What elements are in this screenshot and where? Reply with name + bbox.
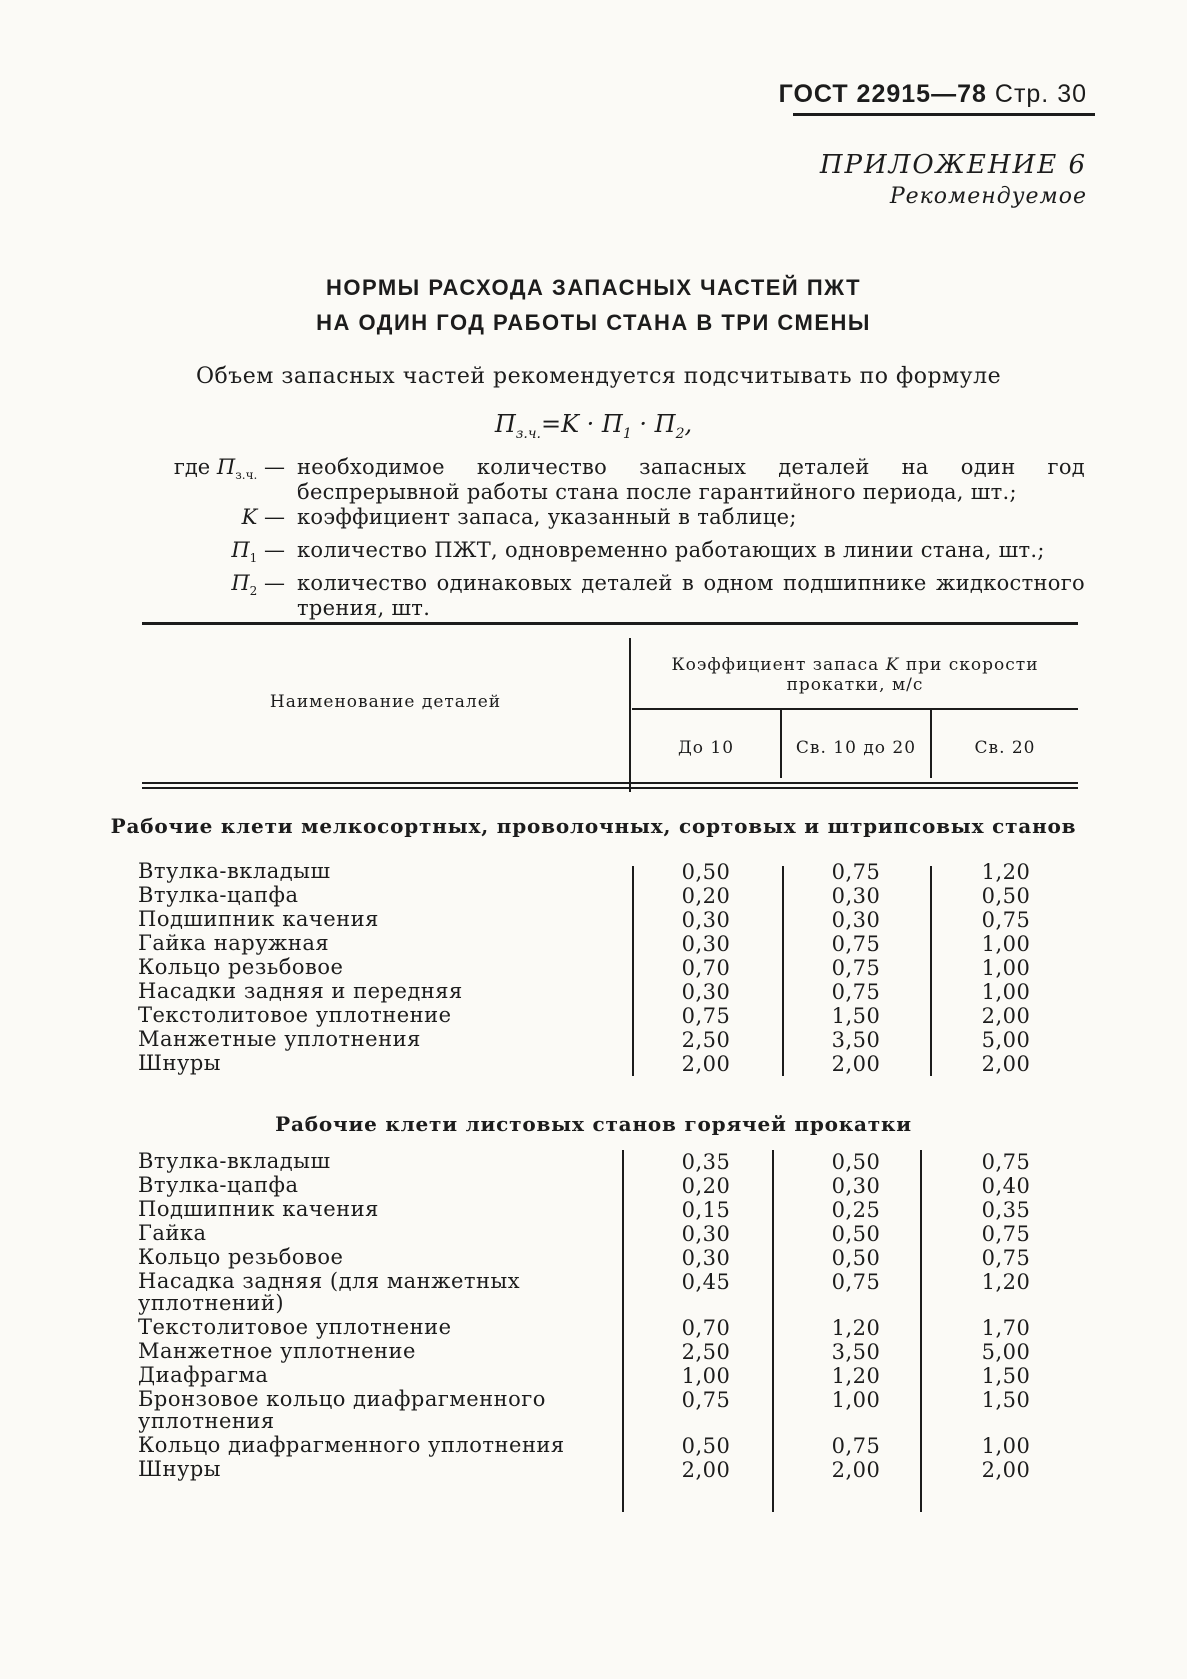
coef-up-to-10: 0,30 [681,908,731,932]
coef-over-20: 2,00 [981,1004,1031,1028]
part-name: Гайка [138,1221,207,1245]
title-line-1: НОРМЫ РАСХОДА ЗАПАСНЫХ ЧАСТЕЙ ПЖТ [325,275,862,300]
part-name: Кольцо диафрагменного уплотнения [138,1433,565,1457]
coef-up-to-10: 0,30 [681,932,731,956]
definition-item [140,505,1085,538]
part-name: Текстолитовое уплотнение [138,1315,452,1339]
coef-up-to-10: 0,20 [681,884,731,908]
column-header-over-20: Св. 20 [974,738,1036,758]
table-row [138,1458,1078,1482]
definition-item [140,455,1085,505]
coef-up-to-10: 0,35 [681,1150,731,1174]
coef-over-20: 1,20 [981,860,1031,884]
coef-over-20: 2,00 [981,1458,1031,1482]
appendix-label [820,150,1087,209]
part-name: Насадки задняя и передняя [138,979,463,1003]
coef-over-20: 5,00 [981,1340,1031,1364]
coef-10-to-20: 3,50 [831,1340,881,1364]
table-row [138,1028,1078,1052]
coef-over-20: 2,00 [981,1052,1031,1076]
coef-10-to-20: 0,75 [831,860,881,884]
part-name: Подшипник качения [138,1197,379,1221]
column-divider-5 [772,1150,774,1512]
coef-up-to-10: 2,50 [681,1340,731,1364]
coef-10-to-20: 0,30 [831,884,881,908]
coef-over-20: 1,00 [981,980,1031,1004]
table-row [138,1316,1078,1340]
table-row [138,1270,1078,1316]
table-row [138,1150,1078,1174]
part-name: Втулка-вкладыш [138,1149,331,1173]
table-row [138,884,1078,908]
coef-over-20: 0,75 [981,908,1031,932]
coef-over-20: 0,75 [981,1150,1031,1174]
coef-10-to-20: 0,30 [831,1174,881,1198]
definition-symbol: $П_1$ — [231,538,285,566]
coef-over-20: 5,00 [981,1028,1031,1052]
column-header-10-to-20: Св. 10 до 20 [795,738,917,758]
header-column-divider [629,638,631,792]
coef-10-to-20: 3,50 [831,1028,881,1052]
column-divider-2 [782,866,784,1076]
table-row [138,956,1078,980]
page-number: Стр. 30 [994,80,1087,108]
page-header [779,80,1087,109]
coef-10-to-20: 0,50 [831,1150,881,1174]
definition-text: необходимое количество запасных деталей на один год беспрерывной работы стана после гарантийного периода, шт.; [297,455,1085,504]
group-divider-rule [632,708,1078,710]
coef-up-to-10: 2,00 [681,1458,731,1482]
table-row [138,1388,1078,1434]
coef-10-to-20: 0,50 [831,1246,881,1270]
table-row [138,1198,1078,1222]
part-name: Гайка наружная [138,931,330,955]
coef-10-to-20: 1,20 [831,1316,881,1340]
gost-number: ГОСТ 22915—78 [778,80,987,108]
table-row [138,1434,1078,1458]
coef-over-20: 0,75 [981,1246,1031,1270]
part-name: Втулка-цапфа [138,883,299,907]
part-name: Подшипник качения [138,907,379,931]
column-divider-6 [920,1150,922,1512]
coef-over-20: 0,50 [981,884,1031,908]
definition-symbol: $П_2$ — [231,571,285,599]
coef-up-to-10: 0,20 [681,1174,731,1198]
section-2-rows [138,1150,1078,1482]
header-bottom-rule [142,782,1078,784]
coef-up-to-10: 2,50 [681,1028,731,1052]
part-name: Манжетное уплотнение [138,1339,416,1363]
part-name: Насадка задняя (для манжетных уплотнений) [138,1269,521,1315]
table-header [142,622,1078,792]
header-rule [793,113,1095,116]
coef-10-to-20: 0,75 [831,1270,881,1294]
part-name: Втулка-вкладыш [138,859,331,883]
table-row [138,1174,1078,1198]
table-row [138,908,1078,932]
table-row [138,980,1078,1004]
formula: $П_{з.ч.}=K \cdot П_1 \cdot П_2$, [494,410,693,442]
column-divider-1 [632,866,634,1076]
coef-over-20: 0,35 [981,1198,1031,1222]
coef-over-20: 1,00 [981,956,1031,980]
coef-up-to-10: 0,30 [681,1222,731,1246]
appendix-title: ПРИЛОЖЕНИЕ 6 [819,150,1087,180]
table-top-rule [142,622,1078,625]
table-row [138,1222,1078,1246]
section-title-1: Рабочие клети мелкосортных, проволочных, сортовых и штрипсовых станов [110,814,1077,838]
coef-up-to-10: 0,45 [681,1270,731,1294]
part-name: Манжетные уплотнения [138,1027,421,1051]
coef-10-to-20: 0,75 [831,1434,881,1458]
column-header-up-to-10: До 10 [677,738,735,758]
definitions-list [140,455,1085,621]
table-row [138,1246,1078,1270]
coef-up-to-10: 2,00 [681,1052,731,1076]
column-header-name: Наименование деталей [269,692,502,712]
part-name: Шнуры [138,1051,221,1075]
definition-text: количество ПЖТ, одновременно работающих в линии стана, шт.; [297,538,1045,563]
table-row [138,1364,1078,1388]
column-divider-3 [930,866,932,1076]
coef-over-20: 1,00 [981,932,1031,956]
table-row [138,1340,1078,1364]
section-1-rows [138,860,1078,1076]
coef-over-20: 0,40 [981,1174,1031,1198]
title-line-2: НА ОДИН ГОД РАБОТЫ СТАНА В ТРИ СМЕНЫ [316,310,871,335]
coef-10-to-20: 0,25 [831,1198,881,1222]
coef-up-to-10: 0,15 [681,1198,731,1222]
part-name: Диафрагма [138,1363,269,1387]
coef-up-to-10: 0,50 [681,1434,731,1458]
coef-over-20: 1,20 [981,1270,1031,1294]
header-bottom-rule-2 [142,787,1078,789]
coef-up-to-10: 0,30 [681,1246,731,1270]
definition-text: коэффициент запаса, указанный в таблице; [297,505,797,529]
part-name: Кольцо резьбовое [138,955,344,979]
coef-10-to-20: 2,00 [831,1458,881,1482]
coef-10-to-20: 0,50 [831,1222,881,1246]
column-group-header: Коэффициент запаса K при скорости прокатки, м/с [671,655,1039,695]
part-name: Бронзовое кольцо диафрагменного уплотнения [138,1387,546,1433]
part-name: Втулка-цапфа [138,1173,299,1197]
definition-symbol: K — [241,505,285,529]
coef-up-to-10: 0,50 [681,860,731,884]
table-row [138,932,1078,956]
coef-over-20: 1,50 [981,1388,1031,1412]
table-row [138,1052,1078,1076]
intro-text: Объем запасных частей рекомендуется подсчитывать по формуле [196,364,1002,389]
coef-10-to-20: 1,20 [831,1364,881,1388]
definition-symbol: где $П_{з.ч.}$ — [173,455,285,483]
table-row [138,1004,1078,1028]
coef-up-to-10: 0,75 [681,1004,731,1028]
coef-over-20: 1,00 [981,1434,1031,1458]
column-divider-4 [622,1150,624,1512]
coef-10-to-20: 1,50 [831,1004,881,1028]
table-row [138,860,1078,884]
coef-up-to-10: 1,00 [681,1364,731,1388]
coef-10-to-20: 0,75 [831,980,881,1004]
coef-up-to-10: 0,30 [681,980,731,1004]
coef-10-to-20: 0,30 [831,908,881,932]
coef-over-20: 1,50 [981,1364,1031,1388]
coef-10-to-20: 0,75 [831,932,881,956]
coef-over-20: 1,70 [981,1316,1031,1340]
coef-over-20: 0,75 [981,1222,1031,1246]
part-name: Текстолитовое уплотнение [138,1003,452,1027]
part-name: Кольцо резьбовое [138,1245,344,1269]
part-name: Шнуры [138,1457,221,1481]
coef-10-to-20: 0,75 [831,956,881,980]
coef-up-to-10: 0,70 [681,956,731,980]
document-title [0,270,1187,340]
coef-up-to-10: 0,70 [681,1316,731,1340]
definition-item [140,538,1085,571]
coef-up-to-10: 0,75 [681,1388,731,1412]
coef-10-to-20: 1,00 [831,1388,881,1412]
appendix-subtitle: Рекомендуемое [889,184,1087,209]
definition-text: количество одинаковых деталей в одном подшипнике жидкостного трения, шт. [297,571,1085,621]
section-title-2: Рабочие клети листовых станов горячей прокатки [275,1112,912,1136]
coef-10-to-20: 2,00 [831,1052,881,1076]
definition-item [140,571,1085,621]
